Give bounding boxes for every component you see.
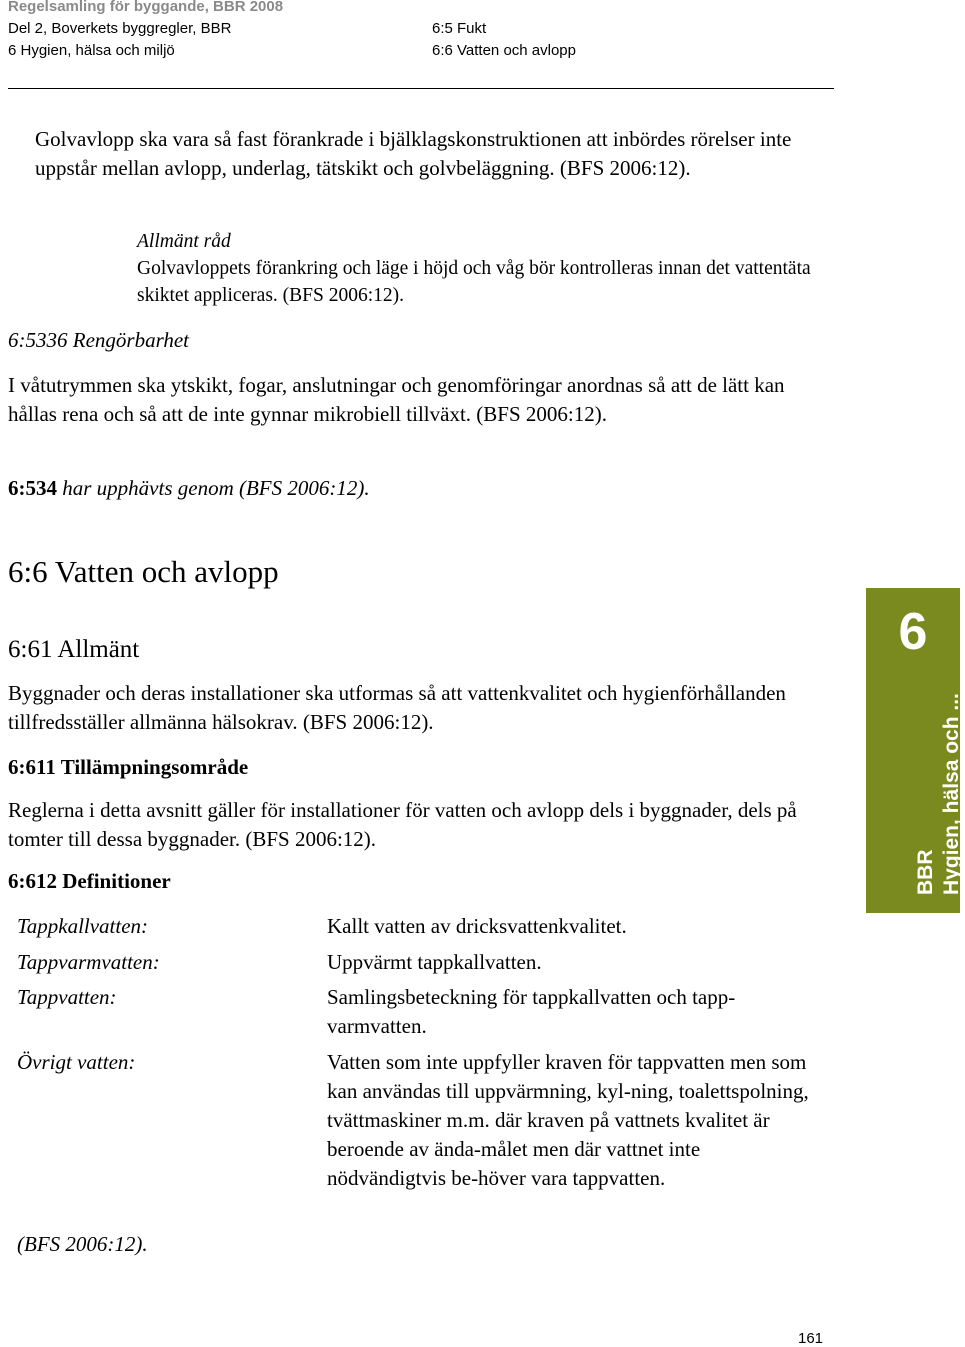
- header-part: Del 2, Boverkets byggregler, BBR: [8, 20, 232, 37]
- section-heading-5336: 6:5336 Rengörbarhet: [8, 328, 190, 352]
- definition-text: Kallt vatten av dricksvattenkvalitet.: [327, 914, 627, 938]
- header-section-end: 6:6 Vatten och avlopp: [432, 42, 576, 59]
- section-heading-6612: 6:612 Definitioner: [8, 869, 171, 893]
- general-advice-ref: (BFS 2006:12).: [282, 285, 405, 306]
- document-title: Regelsamling för byggande, BBR 2008: [8, 0, 284, 15]
- chapter-tab-number: 6: [898, 603, 928, 661]
- definition-term: Övrigt vatten:: [17, 1050, 136, 1074]
- definition-term: Tappvarmvatten:: [17, 950, 160, 974]
- definition-text: Uppvärmt tappkallvatten.: [327, 950, 542, 974]
- paragraph-golvavlopp: Golvavlopp ska vara så fast förankrade i bjälklagskonstruktionen att inbördes rörelser inte uppstår mellan avlopp, underlag, tätskikt och golvbeläggning. (BFS 2006:12).: [35, 127, 792, 180]
- definition-term: Tappvatten:: [17, 985, 117, 1009]
- header-divider: [8, 88, 834, 89]
- paragraph-534-repealed: [8, 474, 370, 503]
- page-number: 161: [798, 1330, 824, 1347]
- section-heading-6611: 6:611 Tillämpningsområde: [8, 755, 249, 779]
- section-heading-661: 6:61 Allmänt: [8, 636, 140, 663]
- general-advice-block: [137, 228, 837, 309]
- chapter-tab-line2: Hygien, hälsa och ...: [940, 693, 963, 895]
- section-number-534: 6:534: [8, 476, 57, 500]
- definition-text: Vatten som inte uppfyller kraven för tappvatten men som kan användas till uppvärmning, kyl-ning, toalettspolning, tvättmaskiner m.m. där kraven på vattnets kvalitet är beroende av ända-målet men där vattnet inte nödvändigtvis be-höver vara tappvatten.: [327, 1050, 809, 1190]
- general-advice-heading: Allmänt råd: [137, 231, 231, 252]
- chapter-heading-66: 6:6 Vatten och avlopp: [8, 554, 279, 589]
- paragraph-rengorbarhet: I våtutrymmen ska ytskikt, fogar, anslutningar och genomföringar anordnas så att de lätt kan hållas rena och så att de inte gynnar mikrobiell tillväxt. (BFS 2006:12).: [8, 373, 785, 426]
- definition-text: Samlingsbeteckning för tappkallvatten och tapp-varmvatten.: [327, 985, 736, 1038]
- header-section-start: 6:5 Fukt: [432, 20, 487, 37]
- general-advice-text: [137, 255, 837, 309]
- chapter-tab-line1: BBR: [914, 849, 937, 895]
- repealed-note: har upphävts genom (BFS 2006:12).: [57, 476, 370, 500]
- chapter-tab-label: [913, 693, 965, 895]
- paragraph-allmant: Byggnader och deras installationer ska utformas så att vattenkvalitet och hygienförhållanden tillfredsställer allmänna hälsokrav. (BFS 2006:12).: [8, 681, 786, 734]
- paragraph-tillampning: Reglerna i detta avsnitt gäller för installationer för vatten och avlopp dels i byggnader, dels på tomter till dessa byggnader. (BFS 2006:12).: [8, 798, 797, 851]
- general-advice-body: Golvavloppets förankring och läge i höjd och våg bör kontrolleras innan det vattentäta skiktet appliceras.: [137, 258, 811, 306]
- definitions-reference: (BFS 2006:12).: [17, 1232, 148, 1256]
- definition-term: Tappkallvatten:: [17, 914, 149, 938]
- header-chapter: 6 Hygien, hälsa och miljö: [8, 42, 175, 59]
